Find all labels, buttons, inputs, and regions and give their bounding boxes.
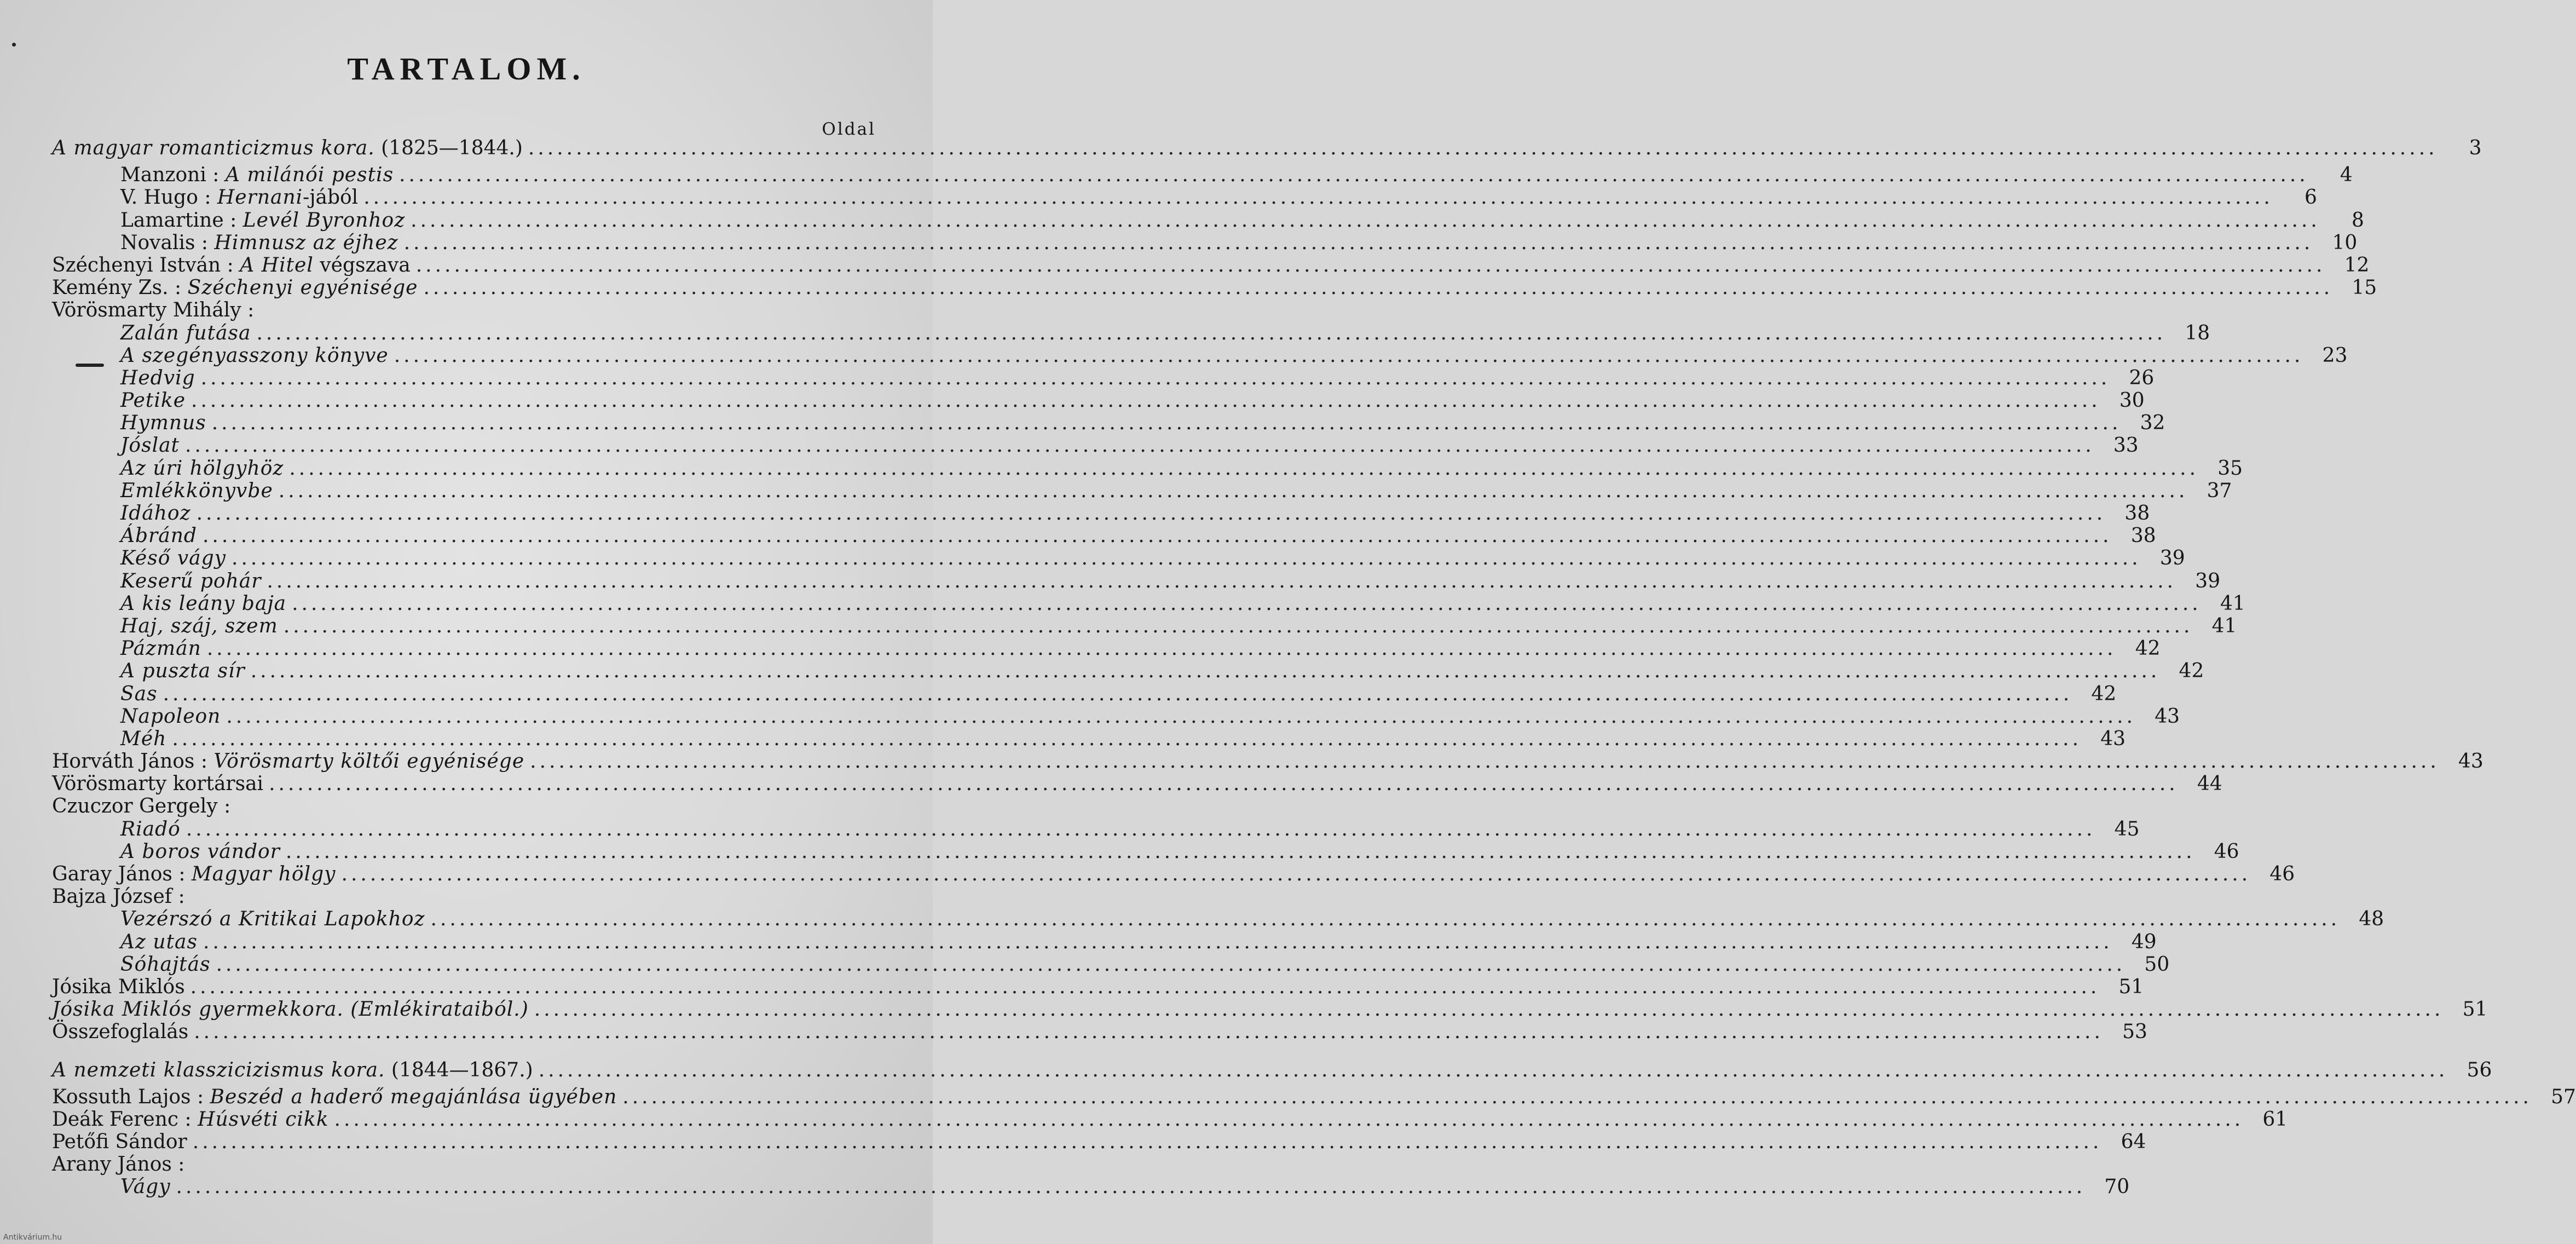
- page-number: 32: [2140, 412, 2165, 435]
- dot-leader: ........................................................................................................................................................................................................: [192, 1131, 2103, 1154]
- dot-leader: ........................................................................................................................................................................................................: [226, 705, 2136, 728]
- toc-entry: Deák Ferenc : Húsvéti cikk ........................................................................................................................................................................................................ 61: [52, 1108, 2288, 1131]
- toc-entry: Jóslat ........................................................................................................................................................................................................ 33: [120, 434, 2139, 457]
- toc-entry: Hymnus ........................................................................................................................................................................................................ 32: [120, 412, 2165, 435]
- page-number: 43: [2155, 705, 2180, 728]
- toc-entry: Kemény Zs. : Széchenyi egyénisége ........................................................................................................................................................................................................ 15: [52, 277, 2377, 300]
- page-number: 45: [2114, 817, 2140, 840]
- dot-leader: ........................................................................................................................................................................................................: [176, 1176, 2086, 1199]
- toc-entry: Széchenyi István : A Hitel végszava ........................................................................................................................................................................................................ 12: [52, 254, 2370, 277]
- table-of-contents: [0, 137, 2576, 1199]
- toc-entry: Vörösmarty kortársai ........................................................................................................................................................................................................ 44: [52, 773, 2222, 796]
- dot-leader: ........................................................................................................................................................................................................: [363, 186, 2273, 209]
- page-column-header: Oldal: [822, 119, 876, 139]
- dot-leader: ........................................................................................................................................................................................................: [415, 254, 2326, 277]
- page-number: 39: [2195, 569, 2221, 592]
- dot-leader: ........................................................................................................................................................................................................: [430, 908, 2341, 931]
- page-number: 53: [2122, 1021, 2147, 1044]
- toc-entry: Az utas ........................................................................................................................................................................................................ 49: [120, 930, 2157, 953]
- dot-leader: ........................................................................................................................................................................................................: [211, 412, 2122, 435]
- page-number: 43: [2100, 727, 2126, 750]
- page-number: 50: [2144, 953, 2170, 976]
- toc-entry: Idához ........................................................................................................................................................................................................ 38: [120, 502, 2150, 525]
- toc-entry: Késő vágy ........................................................................................................................................................................................................ 39: [120, 547, 2185, 570]
- dot-leader: ........................................................................................................................................................................................................: [399, 164, 2309, 187]
- page-title: TARTALOM.: [347, 51, 586, 87]
- page-number: 41: [2220, 592, 2245, 615]
- page-number: 8: [2351, 209, 2364, 232]
- toc-entry: Vágy ........................................................................................................................................................................................................ 70: [120, 1176, 2130, 1199]
- page-number: 6: [2304, 186, 2317, 209]
- dot-leader: ........................................................................................................................................................................................................: [200, 366, 2111, 389]
- page-number: 4: [2340, 164, 2353, 187]
- toc-entry: Sas ........................................................................................................................................................................................................ 42: [120, 682, 2117, 705]
- toc-entry: Petike ........................................................................................................................................................................................................ 30: [120, 389, 2145, 412]
- toc-entry: A kis leány baja ........................................................................................................................................................................................................ 41: [120, 592, 2245, 615]
- page-number: 12: [2344, 254, 2370, 277]
- toc-entry: Garay János : Magyar hölgy ........................................................................................................................................................................................................ 46: [52, 863, 2295, 885]
- dot-leader: ........................................................................................................................................................................................................: [232, 547, 2141, 570]
- dot-leader: ........................................................................................................................................................................................................: [172, 727, 2082, 750]
- dot-leader: ........................................................................................................................................................................................................: [196, 502, 2106, 525]
- page-number: 15: [2352, 277, 2377, 300]
- page-number: 33: [2113, 434, 2139, 457]
- dot-leader: ........................................................................................................................................................................................................: [267, 569, 2177, 592]
- toc-entry: Horváth János : Vörösmarty költői egyénisége ........................................................................................................................................................................................................ 43: [52, 750, 2483, 773]
- toc-entry: Hedvig ........................................................................................................................................................................................................ 26: [120, 366, 2155, 389]
- dot-leader: ........................................................................................................................................................................................................: [534, 998, 2444, 1021]
- toc-entry: Petőfi Sándor ........................................................................................................................................................................................................ 64: [52, 1131, 2146, 1154]
- dot-leader: ........................................................................................................................................................................................................: [269, 773, 2179, 796]
- page-number: 41: [2211, 614, 2237, 637]
- dot-leader: ........................................................................................................................................................................................................: [403, 231, 2314, 254]
- toc-entry: Vezérszó a Kritikai Lapokhoz ........................................................................................................................................................................................................ 48: [120, 908, 2384, 931]
- dot-leader: ........................................................................................................................................................................................................: [278, 479, 2188, 502]
- dot-leader: ........................................................................................................................................................................................................: [202, 525, 2112, 548]
- toc-entry: A puszta sír ........................................................................................................................................................................................................ 42: [120, 660, 2204, 683]
- dot-leader: ........................................................................................................................................................................................................: [163, 682, 2073, 705]
- page-number: 61: [2262, 1108, 2288, 1131]
- page-number: 46: [2214, 840, 2239, 863]
- toc-entry: Méh ........................................................................................................................................................................................................ 43: [120, 727, 2126, 750]
- page-number: 3: [2469, 137, 2482, 159]
- page-number: 39: [2159, 547, 2185, 570]
- dot-leader: ........................................................................................................................................................................................................: [190, 975, 2100, 998]
- ink-speck: [12, 43, 16, 47]
- toc-entry: Manzoni : A milánói pestis ........................................................................................................................................................................................................ 4: [120, 164, 2353, 187]
- page-number: 35: [2217, 457, 2243, 480]
- toc-entry: Napoleon ........................................................................................................................................................................................................ 43: [120, 705, 2180, 728]
- dot-leader: ........................................................................................................................................................................................................: [411, 209, 2320, 232]
- page-number: 43: [2458, 750, 2483, 773]
- page-number: 26: [2129, 366, 2155, 389]
- page-number: 30: [2119, 389, 2145, 412]
- dot-leader: ........................................................................................................................................................................................................: [283, 614, 2193, 637]
- toc-entry: A boros vándor ........................................................................................................................................................................................................ 46: [120, 840, 2239, 863]
- toc-entry: Emlékkönyvbe ........................................................................................................................................................................................................ 37: [120, 479, 2232, 502]
- page-number: 64: [2121, 1131, 2146, 1154]
- page-number: 38: [2124, 502, 2150, 525]
- dot-leader: ........................................................................................................................................................................................................: [423, 277, 2334, 300]
- page-number: 42: [2135, 637, 2161, 660]
- toc-entry: Ábránd ........................................................................................................................................................................................................ 38: [120, 525, 2156, 548]
- toc-entry: Novalis : Himnusz az éjhez ........................................................................................................................................................................................................ 10: [120, 231, 2358, 254]
- page-number: 51: [2118, 975, 2144, 998]
- toc-section-heading: A nemzeti klasszicizismus kora. (1844—1867.) ........................................................................................................................................................................................................ 56: [52, 1058, 2492, 1081]
- page-number: 46: [2269, 863, 2295, 885]
- toc-author-heading: Czuczor Gergely :: [52, 795, 231, 818]
- page-number: 49: [2131, 930, 2157, 953]
- toc-entry: Haj, száj, szem ........................................................................................................................................................................................................ 41: [120, 614, 2237, 637]
- toc-entry: Zalán futása ........................................................................................................................................................................................................ 18: [120, 321, 2210, 344]
- page-number: 23: [2322, 344, 2348, 367]
- toc-entry: A szegényasszony könyve ........................................................................................................................................................................................................ 23: [120, 344, 2348, 367]
- toc-entry: Jósika Miklós ........................................................................................................................................................................................................ 51: [52, 975, 2144, 998]
- page-number: 70: [2104, 1176, 2130, 1199]
- toc-entry: Jósika Miklós gyermekkora. (Emlékirataiból.) ........................................................................................................................................................................................................ 51: [52, 998, 2488, 1021]
- toc-author-heading: Arany János :: [52, 1153, 185, 1176]
- dot-leader: ........................................................................................................................................................................................................: [194, 1021, 2104, 1044]
- dot-leader: ........................................................................................................................................................................................................: [285, 840, 2196, 863]
- page-number: 18: [2185, 321, 2210, 344]
- toc-entry: Keserű pohár ........................................................................................................................................................................................................ 39: [120, 569, 2221, 592]
- dot-leader: ........................................................................................................................................................................................................: [206, 637, 2117, 660]
- page-number: 57: [2551, 1085, 2576, 1108]
- page-number: 44: [2197, 773, 2222, 796]
- page-number: 51: [2462, 998, 2488, 1021]
- dot-leader: ........................................................................................................................................................................................................: [394, 344, 2304, 367]
- watermark: Antikvárium.hu: [3, 1233, 62, 1242]
- dot-leader: ........................................................................................................................................................................................................: [528, 137, 2438, 159]
- page-number: 37: [2207, 479, 2232, 502]
- toc-entry: V. Hugo : Hernani-jából ........................................................................................................................................................................................................ 6: [120, 186, 2317, 209]
- dot-leader: ........................................................................................................................................................................................................: [216, 953, 2126, 976]
- toc-entry: Pázmán ........................................................................................................................................................................................................ 42: [120, 637, 2161, 660]
- page-number: 48: [2359, 908, 2384, 931]
- ink-mark: [76, 364, 104, 367]
- dot-leader: ........................................................................................................................................................................................................: [334, 1108, 2244, 1131]
- toc-entry: Lamartine : Levél Byronhoz ........................................................................................................................................................................................................ 8: [120, 209, 2364, 232]
- dot-leader: ........................................................................................................................................................................................................: [530, 750, 2440, 773]
- dot-leader: ........................................................................................................................................................................................................: [186, 817, 2096, 840]
- toc-entry: Összefoglalás ........................................................................................................................................................................................................ 53: [52, 1021, 2147, 1044]
- dot-leader: ........................................................................................................................................................................................................: [203, 930, 2113, 953]
- page-number: 42: [2091, 682, 2117, 705]
- dot-leader: ........................................................................................................................................................................................................: [289, 457, 2199, 480]
- toc-entry: Riadó ........................................................................................................................................................................................................ 45: [120, 817, 2140, 840]
- dot-leader: ........................................................................................................................................................................................................: [292, 592, 2202, 615]
- dot-leader: ........................................................................................................................................................................................................: [250, 660, 2161, 683]
- toc-entry: Sóhajtás ........................................................................................................................................................................................................ 50: [120, 953, 2170, 976]
- toc-author-heading: Bajza József :: [52, 885, 185, 908]
- toc-author-heading: Vörösmarty Mihály :: [52, 299, 255, 322]
- dot-leader: ........................................................................................................................................................................................................: [256, 321, 2167, 344]
- dot-leader: ........................................................................................................................................................................................................: [185, 434, 2095, 457]
- dot-leader: ........................................................................................................................................................................................................: [191, 389, 2101, 412]
- dot-leader: ........................................................................................................................................................................................................: [538, 1058, 2448, 1081]
- toc-entry: Az úri hölgyhöz ........................................................................................................................................................................................................ 35: [120, 457, 2243, 480]
- page-number: 38: [2130, 525, 2156, 548]
- dot-leader: ........................................................................................................................................................................................................: [622, 1085, 2532, 1108]
- page-number: 42: [2179, 660, 2204, 683]
- page-number: 56: [2467, 1058, 2492, 1081]
- dot-leader: ........................................................................................................................................................................................................: [341, 863, 2251, 885]
- page-number: 10: [2332, 231, 2358, 254]
- toc-entry: Kossuth Lajos : Beszéd a haderő megajánlása ügyében ........................................................................................................................................................................................................ 57: [52, 1085, 2576, 1108]
- toc-entry: A magyar romanticizmus kora. (1825—1844.) ........................................................................................................................................................................................................ 3: [52, 137, 2482, 159]
